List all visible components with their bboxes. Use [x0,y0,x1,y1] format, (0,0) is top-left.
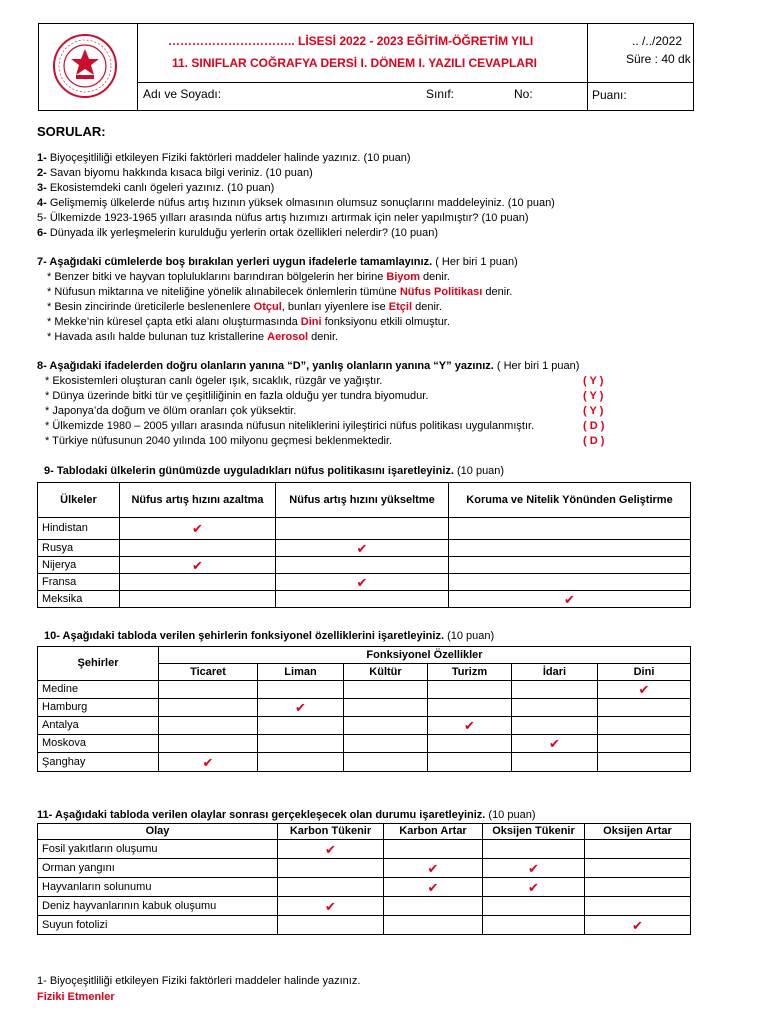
q11-heading: 11- Aşağıdaki tabloda verilen olaylar sonrası gerçekleşecek olan durumu işaretleyiniz. (10 puan) [37,809,536,821]
table-row: Orman yangını ✔ ✔ [38,859,691,878]
table-row: Hayvanların solunumu ✔ ✔ [38,878,691,897]
table-row: Nijerya ✔ [38,557,691,574]
answer1-text: Fiziki Etmenler [37,991,115,1003]
q8-points: ( Her biri 1 puan) [493,360,580,372]
questions-title: SORULAR: [37,124,106,139]
q8-item: * Türkiye nüfusunun 2040 yılında 100 milyonu geçmesi beklenmektedir. ( D ) [45,435,605,447]
table-row: Medine ✔ [38,681,691,699]
q8-item: * Ekosistemleri oluşturan canlı ögeler ışık, sıcaklık, rüzgâr ve yağıştır. ( Y ) [45,375,604,387]
table-row: Hindistan ✔ [38,518,691,540]
q7-title: 7- Aşağıdaki cümlelerde boş bırakılan yerleri uygun ifadelerle tamamlayınız. [37,256,433,268]
q8-item: * Ülkemizde 1980 – 2005 yılları arasında nüfusun niteliklerini iyileştirici nüfus politikası uygulanmıştır. ( D ) [45,420,605,432]
q9-heading: 9- Tablodaki ülkelerin günümüzde uyguladıkları nüfus politikasını işaretleyiniz. (10 puan) [44,465,505,477]
q7-block [37,255,518,345]
q8-block [37,359,677,449]
q7-item: * Havada asılı halde bulunan tuz kristallerine Aerosol denir. [47,331,339,343]
table-row: Rusya ✔ [38,540,691,557]
q11-table: Olay Karbon Tükenir Karbon Artar Oksijen Tükenir Oksijen Artar Fosil yakıtların oluşumu ✔ Orman yangını ✔ ✔ Hayvanların solunumu ✔ ✔ Deniz hayvanlarının kabuk oluşumu ✔ Suyun fotolizi ✔ [37,823,691,935]
question-item: 4- Gelişmemiş ülkelerde nüfus artış hızının yüksek olmasının olumsuz sonuçlarını maddeleyiniz. (10 puan) [37,197,555,209]
table-row: Meksika ✔ [38,591,691,608]
table-row: Şanghay ✔ [38,753,691,772]
table-row: Hamburg ✔ [38,699,691,717]
meb-logo [52,33,118,99]
q8-item: * Japonya’da doğum ve ölüm oranları çok yüksektir. ( Y ) [45,405,604,417]
q7-points: ( Her biri 1 puan) [432,256,518,268]
q9-header: Koruma ve Nitelik Yönünden Geliştirme [449,483,691,518]
table-row: Antalya ✔ [38,717,691,735]
question-item: 3- Ekosistemdeki canlı ögeleri yazınız. (10 puan) [37,182,275,194]
table-row: Deniz hayvanlarının kabuk oluşumu ✔ [38,897,691,916]
q8-item: * Dünya üzerinde bitki tür ve çeşitliliğinin en fazla olduğu yer tundra biyomudur. ( Y ) [45,390,604,402]
question-item: 5- Ülkemizde 1923-1965 yılları arasında nüfus artış hızımızı artırmak için neler yapılmıştır? (10 puan) [37,212,529,224]
q10-row-header: Şehirler [38,647,159,681]
q8-title: 8- Aşağıdaki ifadelerden doğru olanların yanına “D”, yanlış olanların yanına “Y” yazınız. [37,360,494,372]
q7-item: * Besin zincirinde üreticilerle beslenenlere Otçul, bunları yiyenlere ise Etçil denir. [47,301,442,313]
table-row: Suyun fotolizi ✔ [38,916,691,935]
score-label: Puanı: [592,88,627,102]
school-title: ………………………….. LİSESİ 2022 - 2023 EĞİTİM-ÖĞRETİM YILI [168,34,534,48]
q7-item: * Mekke’nin küresel çapta etki alanı oluşturmasında Dini fonksiyonu etkili olmuştur. [47,316,450,328]
table-row: Moskova ✔ [38,735,691,753]
table-row: Fransa ✔ [38,574,691,591]
question-item: 1- Biyoçeşitliliği etkileyen Fiziki faktörleri maddeler halinde yazınız. (10 puan) [37,152,411,164]
q9-header: Ülkeler [38,483,120,518]
q7-item: * Nüfusun miktarına ve niteliğine yönelik alınabilecek önlemlerin tümüne Nüfus Politikası denir. [47,286,513,298]
q9-header: Nüfus artış hızını yükseltme [276,483,449,518]
question-item: 2- Savan biyomu hakkında kısaca bilgi veriniz. (10 puan) [37,167,313,179]
q9-header: Nüfus artış hızını azaltma [120,483,276,518]
q10-heading: 10- Aşağıdaki tabloda verilen şehirlerin fonksiyonel özelliklerini işaretleyiniz. (10 puan) [44,630,495,642]
no-label: No: [514,87,533,101]
q10-group-header: Fonksiyonel Özellikler [159,647,691,664]
table-row: Fosil yakıtların oluşumu ✔ [38,840,691,859]
q7-item: * Benzer bitki ve hayvan topluluklarını barındıran bölgelerin her birine Biyom denir. [47,271,450,283]
duration-label: Süre : 40 dk [626,52,691,66]
question-item: 6- Dünyada ilk yerleşmelerin kurulduğu yerlerin ortak özellikleri nelerdir? (10 puan) [37,227,439,239]
exam-title: 11. SINIFLAR COĞRAFYA DERSİ I. DÖNEM I. YAZILI CEVAPLARI [172,56,537,70]
q9-table [37,482,691,608]
date-field[interactable]: .. /../2022 [632,34,683,48]
question-list [37,151,555,241]
class-label: Sınıf: [426,87,455,101]
answer1-question: 1- Biyoçeşitliliği etkileyen Fiziki faktörleri maddeler halinde yazınız. [37,975,361,987]
q10-table: Şehirler Fonksiyonel Özellikler Ticaret Liman Kültür Turizm İdari Dini Medine ✔ Hamburg ✔ Antalya ✔ Moskova ✔ Şanghay ✔ [37,646,691,772]
name-label: Adı ve Soyadı: [143,87,222,101]
